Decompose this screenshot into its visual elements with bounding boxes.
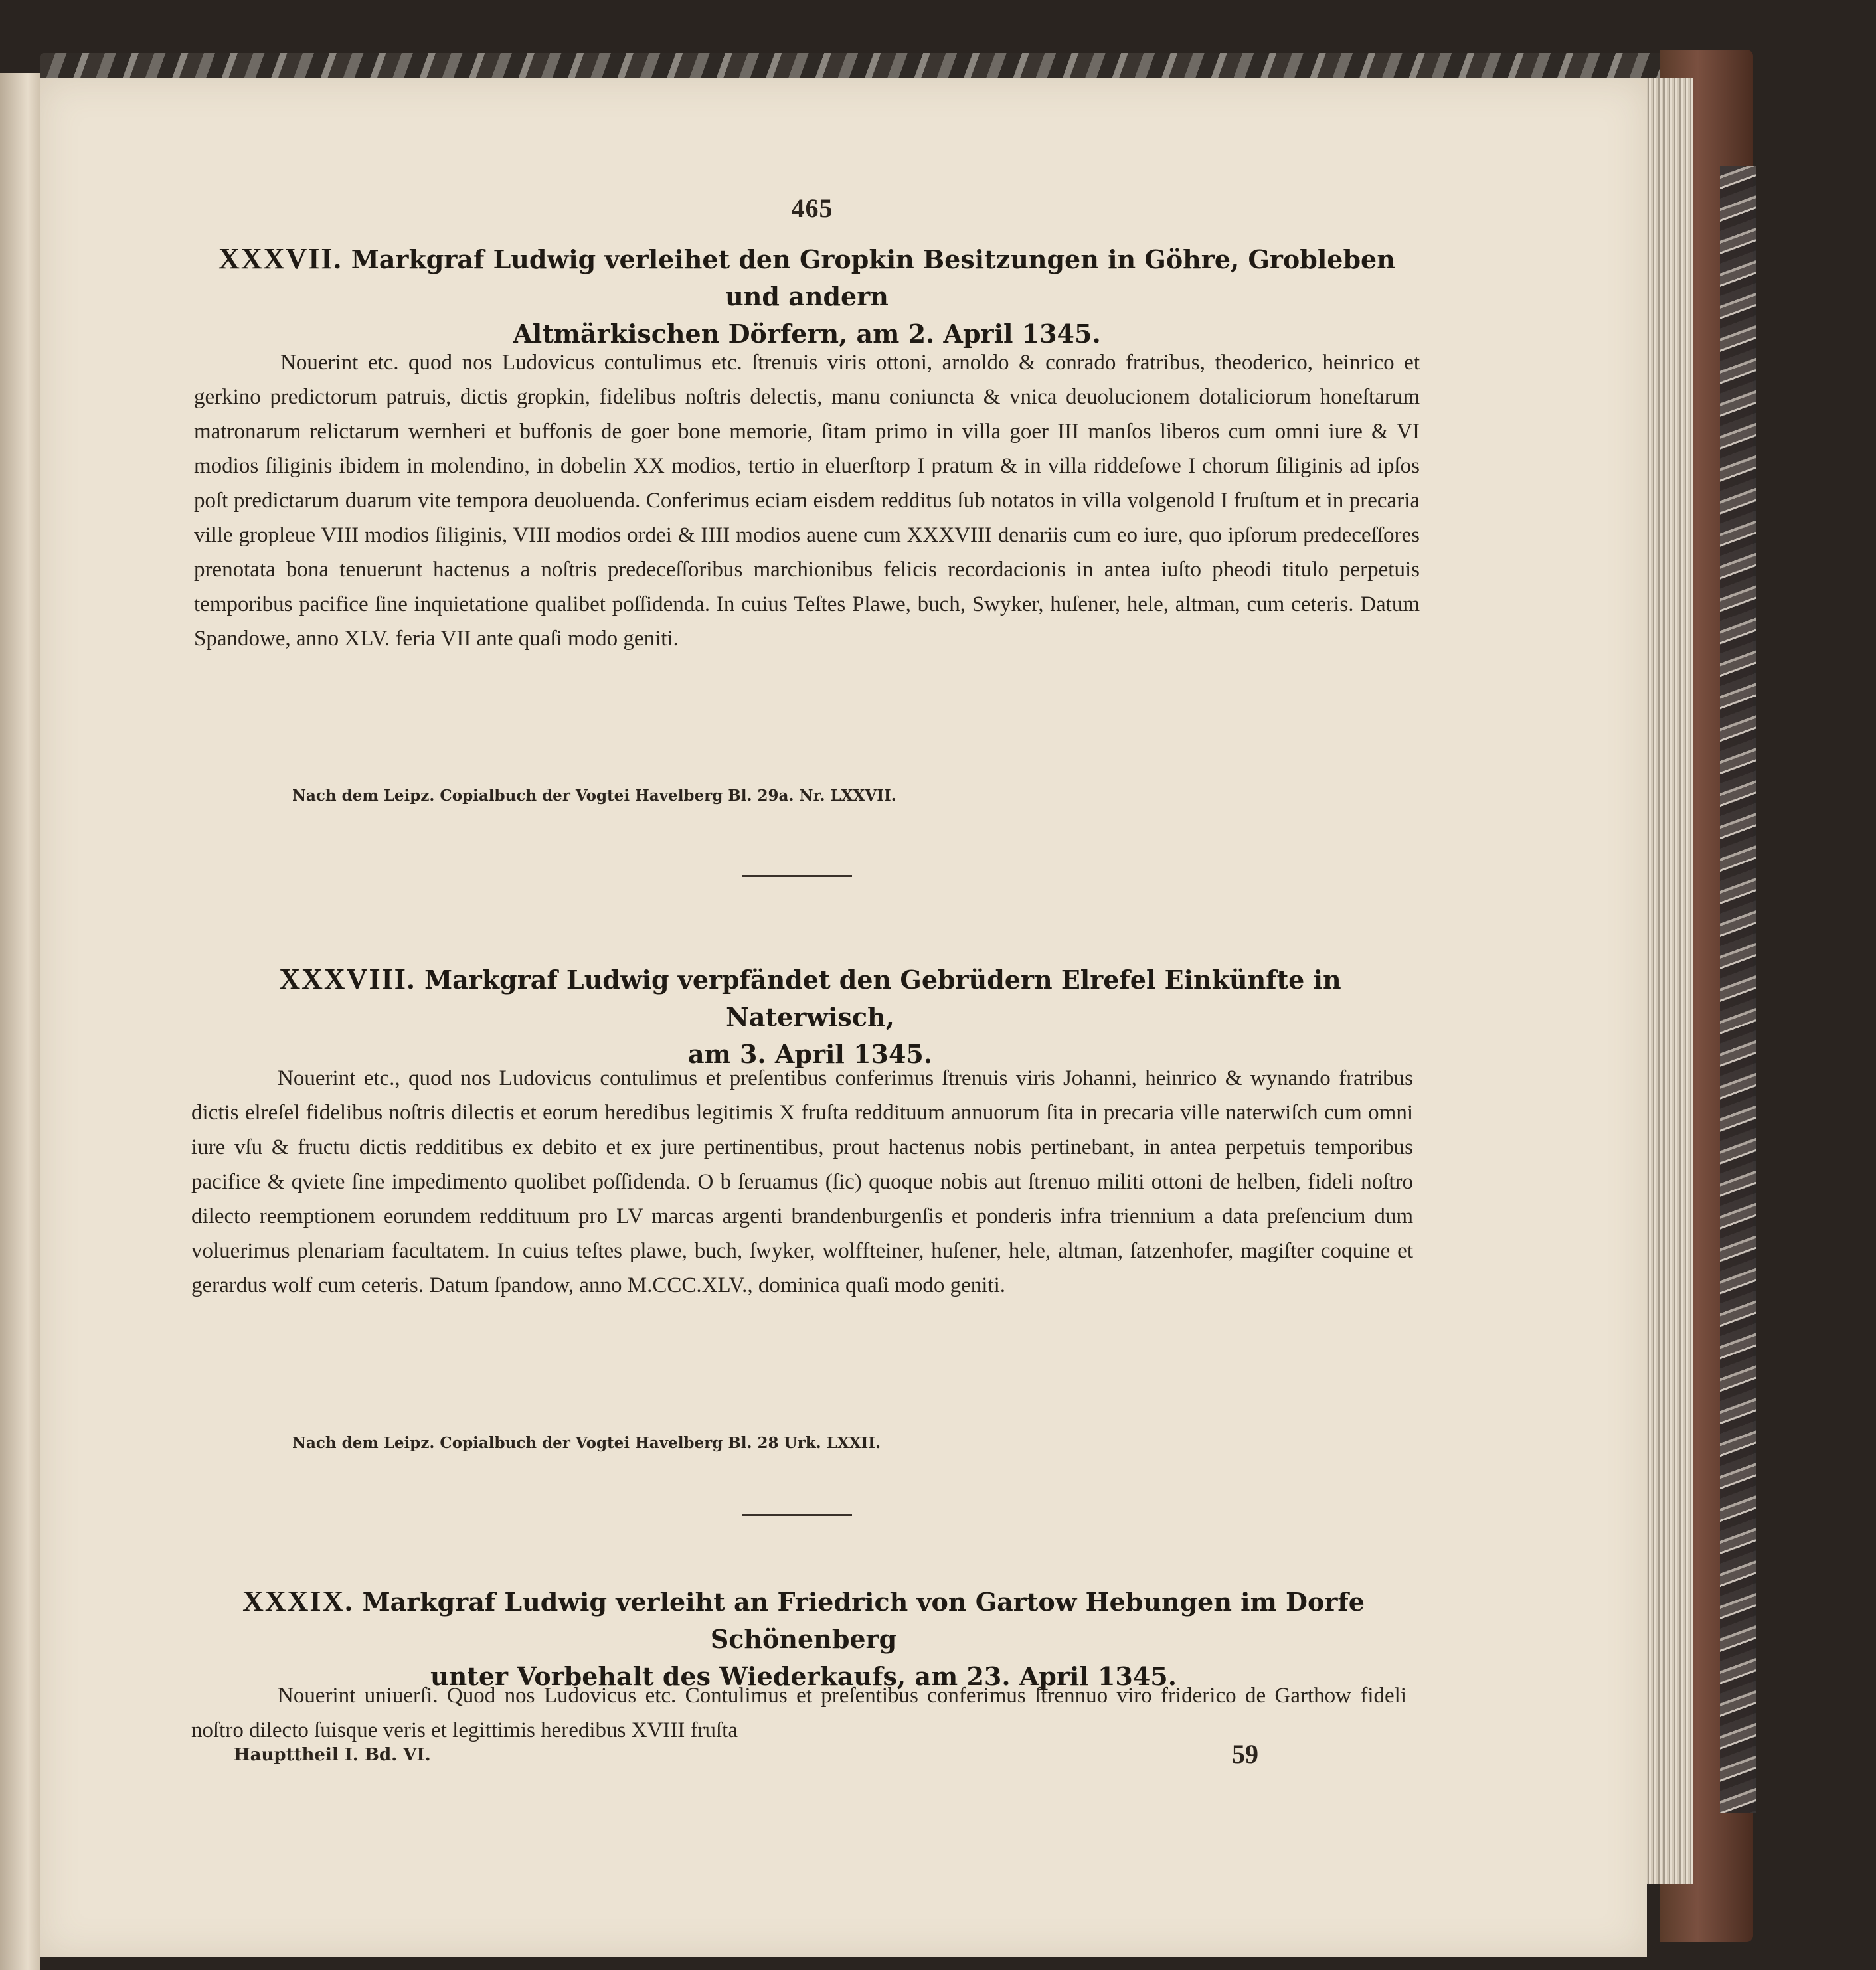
document-heading-line [199, 240, 1414, 315]
document-title: Markgraf Ludwig verleiht an Friedrich von Gartow Hebungen im Dorfe Schönenberg [362, 1587, 1365, 1654]
document-source: Nach dem Leipz. Copialbuch der Vogtei Havelberg Bl. 29a. Nr. LXXVII. [292, 787, 896, 805]
page-stack-edges [1640, 78, 1693, 1884]
document-body-text: Nouerint etc., quod nos Ludovicus contulimus et preſentibus conferimus ſtrenuis viris Johanni, heinrico & wynando fratribus dictis elreſel fidelibus noſtris dilectis et eorum heredibus legitimis X fruſta reddituum annuorum ſita in precaria ville naterwiſch cum omni iure vſu & fructu dictis redditibus ex debito et ex jure pertinentibus, prout hactenus nobis pertinebant, in antea perpetuis temporibus pacifice & qviete ſine impedimento quolibet poſſidenda. O b ſeruamus (ſic) quoque nobis aut ſtrenuo militi ottoni de helben, fideli noſtro dilecto reemptionem eorundem reddituum pro LV marcas argenti brandenburgenſis et ponderis infra triennium a data preſencium dum voluerimus plenariam facultatem. In cuius teſtes plawe, buch, ſwyker, wolffteiner, huſener, hele, altman, ſatzenhofer, magiſter coquine et gerardus wolf cum ceteris. Datum ſpandow, anno M.CCC.XLV., dominica quaſi modo geniti. [191, 1066, 1413, 1297]
marbled-cover-edge [1720, 166, 1756, 1813]
document-title-continued: Altmärkischen Dörfern, am 2. April 1345. [513, 319, 1101, 349]
document-heading-line [206, 961, 1414, 1036]
left-page-edge [0, 73, 40, 1970]
document-title: Markgraf Ludwig verpfändet den Gebrüdern Elrefel Einkünfte in Naterwisch, [424, 965, 1341, 1032]
sheet-number: 59 [1232, 1739, 1258, 1769]
section-divider [742, 1514, 852, 1516]
document-body-text: Nouerint etc. quod nos Ludovicus contulimus etc. ſtrenuis viris ottoni, arnoldo & conrado fratribus, theoderico, heinrico et gerkino predictorum patruis, dictis gropkin, fidelibus noſtris delectis, manu coniuncta & vnica deuolucionem dotaliciorum honeſtarum matronarum relictarum wernheri et buffonis de goer bone memorie, ſitam primo in villa goer III manſos liberos cum omni iure & VI modios ſiliginis ibidem in molendino, in dobelin XX modios, tertio in eluerſtorp I pratum & in villa riddeſowe I chorum ſiliginis ad ipſos poſt predictarum duarum vite tempora deuoluenda. Conferimus eciam eisdem redditus ſub notatos in villa volgenold I fruſtum et in precaria ville gropleue VIII modios ſiliginis, VIII modios ordei & IIII modios auene cum XXXVIII denariis cum eo iure, quo ipſorum predeceſſores prenotata bona tenuerunt hactenus a noſtris predeceſſoribus marchionibus felicis recordacionis in antea iuſto pheodi titulo perpetuis temporibus pacifice ſine inquietatione qualibet poſſidenda. In cuius Teſtes Plawe, buch, Swyker, huſener, hele, altman, cum ceteris. Datum Spandowe, anno XLV. feria VII ante quaſi modo geniti. [194, 351, 1420, 651]
document-body [191, 1679, 1407, 1745]
document-body-text: Nouerint uniuerſi. Quod nos Ludovicus etc. Contulimus et preſentibus conferimus ſtrennuo viro friderico de Garthow fideli noſtro dilecto ſuisque veris et legittimis heredibus XVIII fruſta [191, 1684, 1407, 1742]
document-heading-line [193, 1583, 1414, 1658]
document-body [191, 1061, 1413, 1420]
document-source: Nach dem Leipz. Copialbuch der Vogtei Havelberg Bl. 28 Urk. LXXII. [292, 1434, 881, 1452]
document-body [194, 345, 1420, 770]
document-title-continued: am 3. April 1345. [687, 1039, 933, 1069]
book-top-edge [40, 53, 1740, 80]
document-heading [199, 240, 1414, 353]
page-number: 465 [791, 193, 833, 223]
document-title-continued: unter Vorbehalt des Wiederkaufs, am 23. April 1345. [430, 1661, 1177, 1691]
document-title: Markgraf Ludwig verleihet den Gropkin Besitzungen in Göhre, Grobleben und andern [351, 244, 1395, 311]
document-heading [206, 961, 1414, 1073]
document-numeral: XXXIX. [242, 1585, 354, 1617]
signature-mark: Haupttheil I. Bd. VI. [234, 1745, 431, 1765]
section-divider [742, 875, 852, 877]
document-numeral: XXXVIII. [279, 963, 416, 995]
document-numeral: XXXVII. [218, 242, 343, 275]
